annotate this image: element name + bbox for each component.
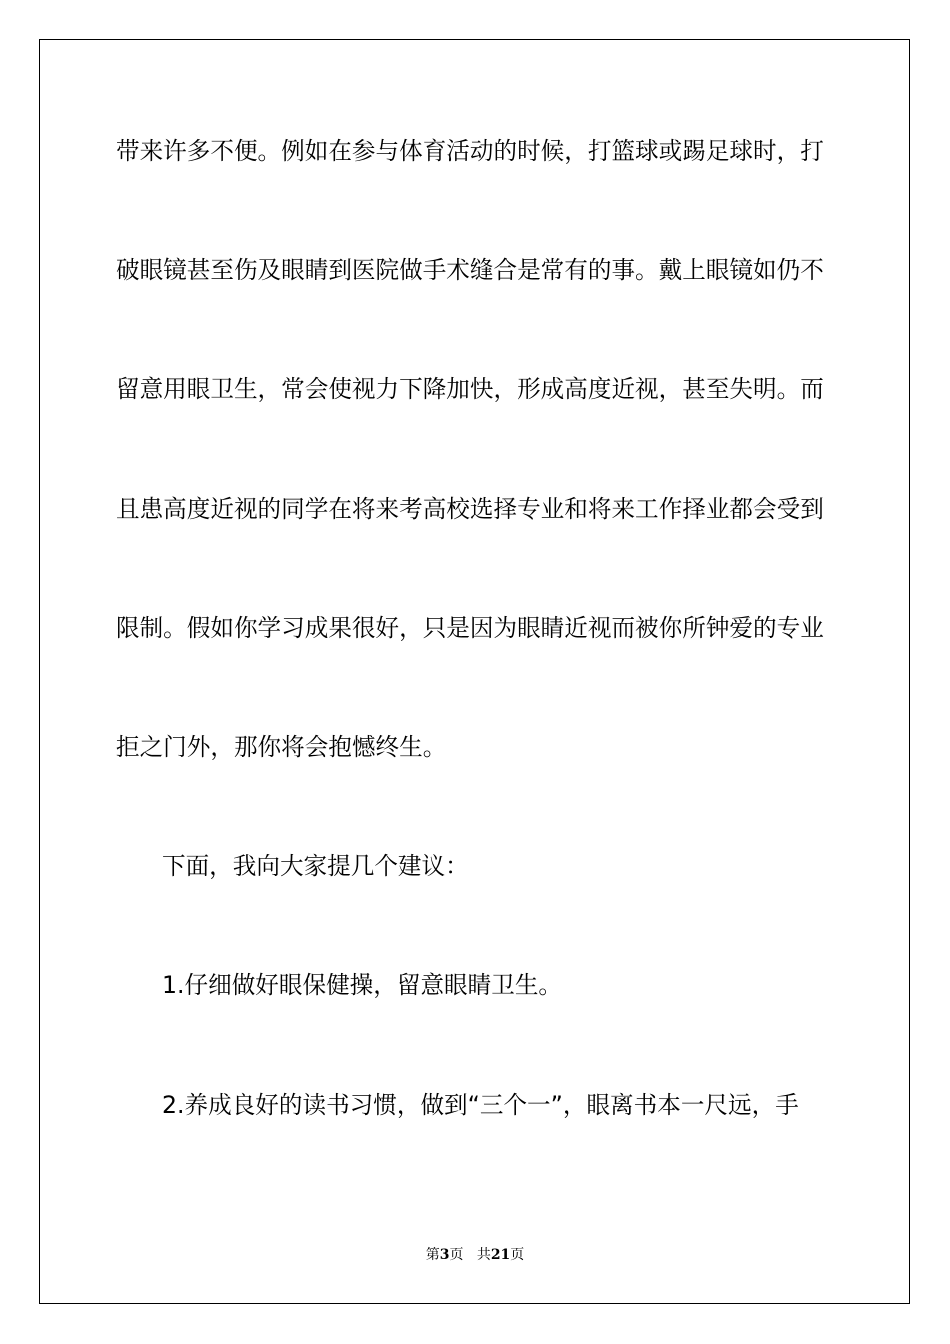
body-line-5: 限制。假如你学习成果很好，只是因为眼睛近视而被你所钟爱的专业 xyxy=(116,614,824,642)
footer-total-pages: 21 xyxy=(490,1247,511,1263)
footer-total-prefix: 共 xyxy=(476,1247,491,1263)
body-line-3: 留意用眼卫生，常会使视力下降加快，形成高度近视，甚至失明。而 xyxy=(116,375,824,403)
footer-page-number: 3 xyxy=(439,1247,450,1263)
body-line-2: 破眼镜甚至伤及眼睛到医院做手术缝合是常有的事。戴上眼镜如仍不 xyxy=(116,256,824,284)
body-line-9: 2.养成良好的读书习惯，做到“三个一”，眼离书本一尺远，手 xyxy=(162,1091,799,1119)
footer-total-suffix: 页 xyxy=(510,1247,525,1263)
footer-page-suffix: 页 xyxy=(449,1247,464,1263)
page-footer xyxy=(0,1246,950,1264)
body-line-6: 拒之门外，那你将会抱憾终生。 xyxy=(116,733,447,761)
body-line-7: 下面，我向大家提几个建议： xyxy=(162,852,469,880)
footer-page-prefix: 第 xyxy=(425,1247,440,1263)
body-line-1: 带来许多不便。例如在参与体育活动的时候，打篮球或踢足球时，打 xyxy=(116,137,824,165)
body-line-4: 且患高度近视的同学在将来考高校选择专业和将来工作择业都会受到 xyxy=(116,495,824,523)
body-line-8: 1.仔细做好眼保健操，留意眼睛卫生。 xyxy=(162,971,563,999)
